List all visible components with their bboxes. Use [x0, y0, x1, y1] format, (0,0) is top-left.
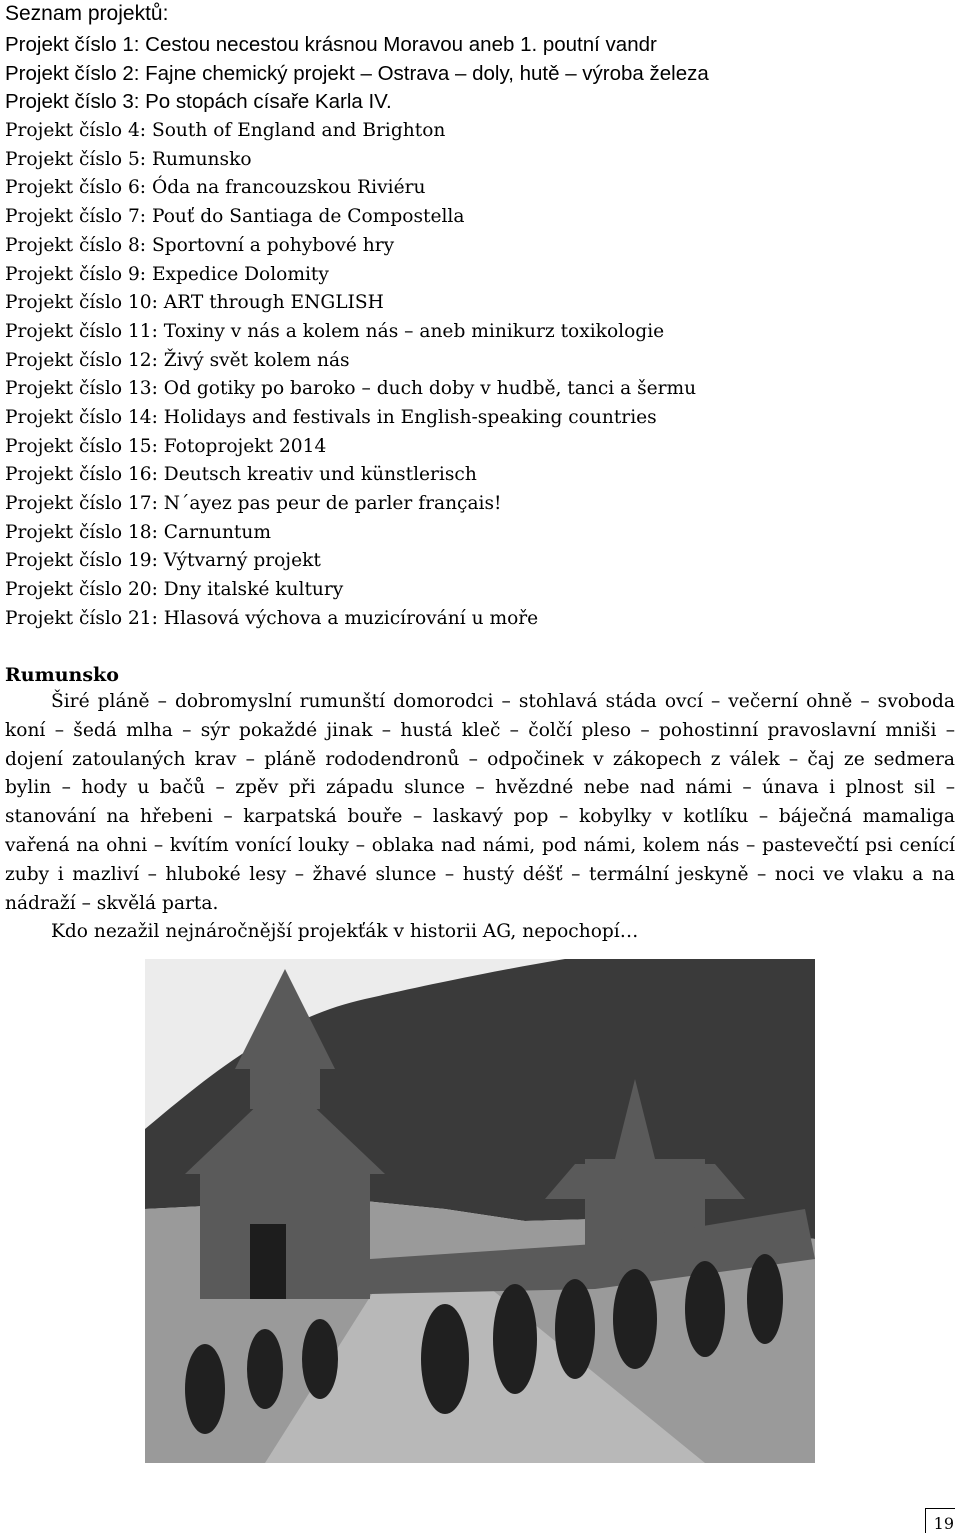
- project-list: [5, 31, 709, 633]
- project-list-item: Projekt číslo 21: Hlasová výchova a muzicírování u moře: [5, 607, 539, 629]
- project-list-item: Projekt číslo 20: Dny italské kultury: [5, 579, 344, 601]
- article-paragraph: Kdo nezažil nejnáročnější projekťák v historii AG, nepochopí…: [51, 921, 639, 943]
- project-list-item: Projekt číslo 3: Po stopách císaře Karla IV.: [5, 90, 392, 114]
- project-list-item: Projekt číslo 19: Výtvarný projekt: [5, 550, 321, 572]
- project-list-item: Projekt číslo 18: Carnuntum: [5, 521, 272, 543]
- project-list-item: Projekt číslo 9: Expedice Dolomity: [5, 263, 329, 285]
- project-list-item: Projekt číslo 15: Fotoprojekt 2014: [5, 435, 327, 457]
- project-list-item: Projekt číslo 5: Rumunsko: [5, 148, 252, 170]
- project-list-item: Projekt číslo 2: Fajne chemický projekt – Ostrava – doly, hutě – výroba železa: [5, 61, 709, 85]
- article-body: [5, 688, 955, 947]
- project-list-item: Projekt číslo 8: Sportovní a pohybové hry: [5, 234, 395, 256]
- project-list-item: Projekt číslo 16: Deutsch kreativ und künstlerisch: [5, 464, 477, 486]
- article-title: Rumunsko: [5, 664, 119, 686]
- project-list-item: Projekt číslo 7: Pouť do Santiaga de Compostella: [5, 206, 465, 228]
- project-list-item: Projekt číslo 6: Óda na francouzskou Riviéru: [5, 177, 426, 199]
- article-paragraph: Širé pláně – dobromyslní rumunští domorodci – stohlavá stáda ovcí – večerní ohně – svoboda koní – šedá mlha – sýr pokaždé jinak – hustá kleč – čolčí pleso – pohostinní pravoslavní mniši – dojení zatoulaných krav – pláně rododendronů – odpočinek v zákopech z válek – čaj ze sedmera bylin – hody u bačů – zpěv při západu slunce – hvězdné nebe nad námi – únava i plnost sil – stanování na hřebeni – karpatská bouře – laskavý pop – kobylky v kotlíku – báječná mamaliga vařená na ohni – kvítím vonící louky – oblaka nad námi, pod námi, kolem nás – pastevečtí psi cenící zuby i mazliví – hluboké lesy – žhavé slunce – hustý déšť – termální jeskyně – noci ve vlaku a na nádraží – skvělá parta.: [5, 691, 955, 914]
- monastery-photo-illustration: [145, 959, 815, 1463]
- project-list-item: Projekt číslo 10: ART through ENGLISH: [5, 292, 384, 314]
- project-list-heading: Seznam projektů:: [5, 2, 169, 25]
- project-list-item: Projekt číslo 4: South of England and Brighton: [5, 120, 446, 142]
- project-list-item: Projekt číslo 1: Cestou necestou krásnou Moravou aneb 1. poutní vandr: [5, 33, 657, 56]
- project-list-item: Projekt číslo 12: Živý svět kolem nás: [5, 349, 350, 371]
- page-number: 19: [925, 1508, 955, 1533]
- project-list-item: Projekt číslo 17: N´ayez pas peur de parler français!: [5, 493, 502, 514]
- project-list-item: Projekt číslo 11: Toxiny v nás a kolem nás – aneb minikurz toxikologie: [5, 320, 665, 342]
- monastery-photo: [145, 959, 815, 1463]
- project-list-item: Projekt číslo 13: Od gotiky po baroko – duch doby v hudbě, tanci a šermu: [5, 378, 697, 400]
- project-list-item: Projekt číslo 14: Holidays and festivals in English-speaking countries: [5, 406, 657, 428]
